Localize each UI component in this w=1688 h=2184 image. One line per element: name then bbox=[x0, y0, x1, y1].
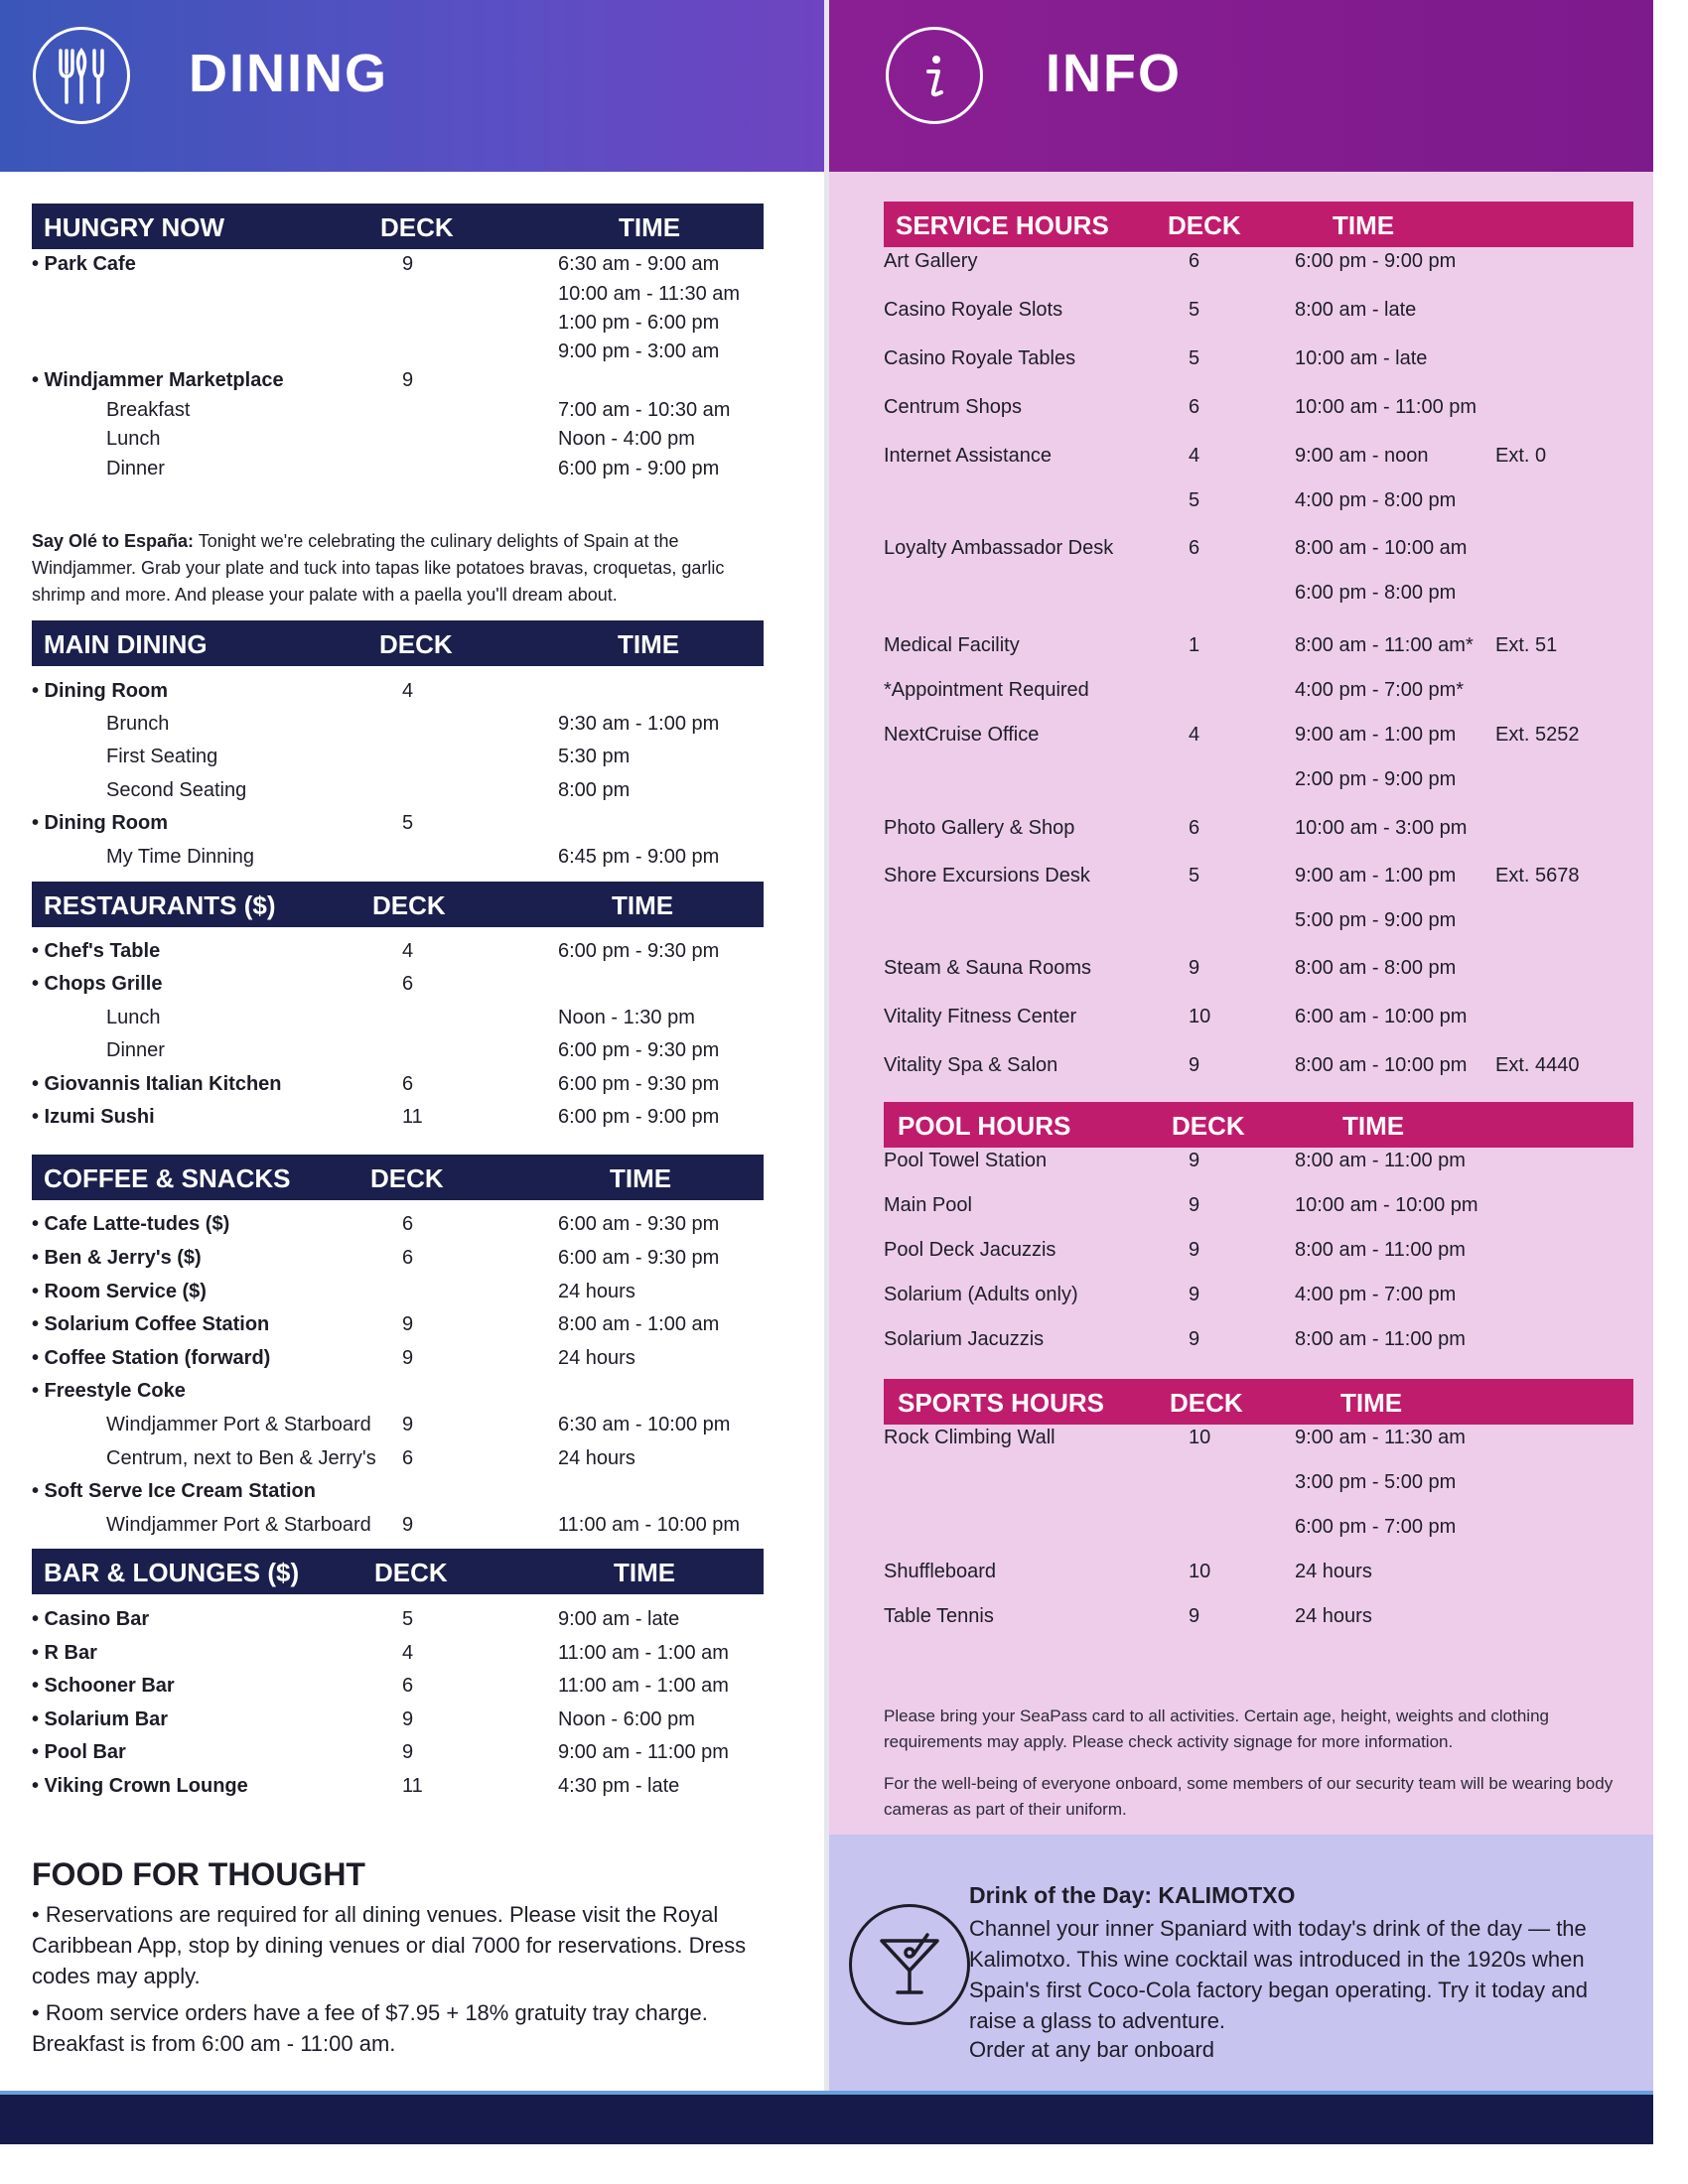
service-time: 8:00 am - 10:00 pm bbox=[1295, 1054, 1468, 1076]
table-row bbox=[884, 250, 1638, 280]
venue-time: 7:00 am - 10:30 am bbox=[558, 399, 731, 421]
main-dining-header: MAIN DINING DECK TIME bbox=[32, 620, 764, 666]
table-row bbox=[884, 1471, 1638, 1501]
table-row bbox=[32, 1039, 776, 1069]
table-row bbox=[32, 1414, 776, 1443]
table-row bbox=[884, 582, 1638, 612]
service-time: 8:00 am - 11:00 pm bbox=[1295, 1150, 1466, 1171]
deck-number: 6 bbox=[1189, 250, 1200, 272]
deck-number: 9 bbox=[402, 1313, 414, 1335]
venue-name: • R Bar bbox=[32, 1642, 97, 1664]
table-row bbox=[32, 1106, 776, 1136]
deck-number: 4 bbox=[402, 680, 414, 702]
venue-time: 6:00 am - 9:30 pm bbox=[558, 1213, 720, 1235]
deck-number: 9 bbox=[1189, 1194, 1200, 1216]
venue-name: • Pool Bar bbox=[32, 1741, 126, 1763]
deck-number: 5 bbox=[1189, 489, 1200, 511]
table-row bbox=[884, 1605, 1638, 1635]
table-row bbox=[32, 1313, 776, 1343]
deck-number: 6 bbox=[402, 973, 414, 995]
table-row bbox=[32, 312, 776, 341]
venue-time: 6:00 pm - 9:00 pm bbox=[558, 458, 720, 479]
venue-name: • Dining Room bbox=[32, 680, 168, 702]
service-time: 6:00 pm - 8:00 pm bbox=[1295, 582, 1457, 604]
service-time: 3:00 pm - 5:00 pm bbox=[1295, 1471, 1457, 1493]
deck-number: 10 bbox=[1189, 1006, 1211, 1027]
venue-time: 4:30 pm - late bbox=[558, 1775, 680, 1797]
venue-name: • Cafe Latte-tudes ($) bbox=[32, 1213, 230, 1235]
service-name: Vitality Fitness Center bbox=[884, 1006, 1077, 1027]
service-name: Casino Royale Tables bbox=[884, 347, 1076, 369]
table-row bbox=[32, 680, 776, 710]
venue-time: 11:00 am - 1:00 am bbox=[558, 1675, 729, 1697]
deck-number: 5 bbox=[402, 812, 414, 834]
venue-time: Noon - 1:30 pm bbox=[558, 1007, 695, 1028]
phone-extension: Ext. 5678 bbox=[1495, 865, 1580, 887]
venue-name: • Chops Grille bbox=[32, 973, 163, 995]
service-time: 10:00 am - 3:00 pm bbox=[1295, 817, 1468, 839]
service-time: 8:00 am - 11:00 pm bbox=[1295, 1239, 1466, 1261]
deck-number: 9 bbox=[402, 1708, 414, 1730]
service-time: 24 hours bbox=[1295, 1605, 1372, 1627]
table-row bbox=[884, 1239, 1638, 1269]
table-row bbox=[32, 1608, 776, 1638]
deck-number: 9 bbox=[1189, 1054, 1200, 1076]
table-row bbox=[884, 1054, 1638, 1084]
table-row bbox=[32, 812, 776, 842]
venue-time: 24 hours bbox=[558, 1447, 635, 1469]
deck-number: 6 bbox=[402, 1213, 414, 1235]
service-name: Vitality Spa & Salon bbox=[884, 1054, 1058, 1076]
table-row bbox=[32, 458, 776, 487]
phone-extension: Ext. 5252 bbox=[1495, 724, 1580, 746]
table-row bbox=[884, 817, 1638, 847]
table-row bbox=[32, 1073, 776, 1103]
venue-time: 6:45 pm - 9:00 pm bbox=[558, 846, 720, 868]
table-row bbox=[32, 399, 776, 429]
deck-number: 5 bbox=[1189, 299, 1200, 321]
service-name: Steam & Sauna Rooms bbox=[884, 957, 1091, 979]
phone-extension: Ext. 0 bbox=[1495, 445, 1547, 467]
venue-time: 6:30 am - 10:00 pm bbox=[558, 1414, 731, 1435]
service-time: 4:00 pm - 7:00 pm* bbox=[1295, 679, 1465, 701]
service-time: 4:00 pm - 8:00 pm bbox=[1295, 489, 1457, 511]
table-row bbox=[884, 396, 1638, 426]
food-for-thought-item: • Room service orders have a fee of $7.95 + 18% gratuity tray charge. Breakfast is from 6:00 am - 11:00 am. bbox=[32, 2000, 708, 2056]
service-name: Rock Climbing Wall bbox=[884, 1427, 1055, 1448]
info-header bbox=[829, 0, 1653, 172]
deck-number: 9 bbox=[1189, 1328, 1200, 1350]
service-hours-header: SERVICE HOURS DECK TIME bbox=[884, 202, 1633, 247]
table-row bbox=[884, 1328, 1638, 1358]
service-time: 8:00 am - 11:00 am* bbox=[1295, 634, 1474, 656]
deck-number: 6 bbox=[402, 1073, 414, 1095]
venue-name: • Solarium Coffee Station bbox=[32, 1313, 270, 1335]
service-name: Table Tennis bbox=[884, 1605, 994, 1627]
service-name: *Appointment Required bbox=[884, 679, 1089, 701]
table-row bbox=[32, 1347, 776, 1377]
venue-name: • Giovannis Italian Kitchen bbox=[32, 1073, 282, 1095]
table-row bbox=[884, 1516, 1638, 1546]
venue-name: Lunch bbox=[106, 428, 161, 450]
venue-name: • Schooner Bar bbox=[32, 1675, 175, 1697]
service-time: 6:00 pm - 7:00 pm bbox=[1295, 1516, 1457, 1538]
table-row bbox=[32, 1480, 776, 1510]
table-row bbox=[884, 489, 1638, 519]
service-name: Shore Excursions Desk bbox=[884, 865, 1090, 887]
service-time: 10:00 am - 11:00 pm bbox=[1295, 396, 1477, 418]
table-row bbox=[884, 634, 1638, 664]
food-for-thought-item: • Reservations are required for all dining venues. Please visit the Royal Caribbean App, stop by dining venues or dial 7000 for reservations. Dress codes may apply. bbox=[32, 1902, 747, 1988]
table-row bbox=[32, 1708, 776, 1738]
venue-name: • Freestyle Coke bbox=[32, 1380, 186, 1402]
service-time: 8:00 am - late bbox=[1295, 299, 1417, 321]
venue-name: Dinner bbox=[106, 458, 165, 479]
service-time: 24 hours bbox=[1295, 1561, 1372, 1582]
table-row bbox=[32, 1380, 776, 1410]
table-row bbox=[32, 713, 776, 743]
table-row bbox=[884, 1150, 1638, 1179]
deck-number: 1 bbox=[1189, 634, 1200, 656]
pool-hours-header: POOL HOURS DECK TIME bbox=[884, 1102, 1633, 1148]
table-row bbox=[32, 1447, 776, 1477]
venue-name: Windjammer Port & Starboard bbox=[106, 1414, 371, 1435]
venue-name: Breakfast bbox=[106, 399, 191, 421]
phone-extension: Ext. 51 bbox=[1495, 634, 1558, 656]
phone-extension: Ext. 4440 bbox=[1495, 1054, 1580, 1076]
table-row bbox=[884, 724, 1638, 753]
table-row bbox=[884, 1427, 1638, 1456]
table-row bbox=[884, 865, 1638, 894]
service-time: 9:00 am - 1:00 pm bbox=[1295, 724, 1457, 746]
table-row bbox=[884, 909, 1638, 939]
venue-time: 8:00 pm bbox=[558, 779, 631, 801]
venue-time: 6:30 am - 9:00 am bbox=[558, 253, 720, 275]
service-time: 8:00 am - 8:00 pm bbox=[1295, 957, 1457, 979]
venue-name: First Seating bbox=[106, 746, 218, 767]
martini-icon bbox=[849, 1904, 970, 2025]
service-name: Casino Royale Slots bbox=[884, 299, 1063, 321]
service-time: 2:00 pm - 9:00 pm bbox=[1295, 768, 1457, 790]
service-name: Photo Gallery & Shop bbox=[884, 817, 1075, 839]
deck-number: 6 bbox=[1189, 396, 1200, 418]
table-row bbox=[884, 299, 1638, 329]
deck-number: 6 bbox=[1189, 537, 1200, 559]
venue-name: Dinner bbox=[106, 1039, 165, 1061]
venue-name: • Park Cafe bbox=[32, 253, 136, 275]
restaurants-header: RESTAURANTS ($) DECK TIME bbox=[32, 882, 764, 927]
service-time: 9:00 am - 1:00 pm bbox=[1295, 865, 1457, 887]
venue-name: Centrum, next to Ben & Jerry's bbox=[106, 1447, 376, 1469]
service-name: Pool Towel Station bbox=[884, 1150, 1048, 1171]
table-row bbox=[32, 779, 776, 809]
venue-time: 11:00 am - 1:00 am bbox=[558, 1642, 729, 1664]
dining-title: DINING bbox=[189, 44, 388, 103]
deck-number: 6 bbox=[402, 1247, 414, 1269]
service-time: 6:00 pm - 9:00 pm bbox=[1295, 250, 1457, 272]
venue-time: Noon - 6:00 pm bbox=[558, 1708, 695, 1730]
drink-title: Drink of the Day: KALIMOTXO bbox=[969, 1882, 1296, 1908]
table-row bbox=[32, 369, 776, 399]
deck-number: 9 bbox=[1189, 957, 1200, 979]
deck-number: 4 bbox=[402, 1642, 414, 1664]
table-row bbox=[32, 253, 776, 283]
deck-number: 6 bbox=[402, 1447, 414, 1469]
venue-name: • Izumi Sushi bbox=[32, 1106, 155, 1128]
venue-time: 9:00 pm - 3:00 am bbox=[558, 341, 720, 362]
venue-time: 9:00 am - 11:00 pm bbox=[558, 1741, 729, 1763]
dining-header bbox=[0, 0, 824, 172]
venue-time: 24 hours bbox=[558, 1347, 635, 1369]
deck-number: 9 bbox=[1189, 1239, 1200, 1261]
service-time: 4:00 pm - 7:00 pm bbox=[1295, 1284, 1457, 1305]
venue-time: 6:00 pm - 9:30 pm bbox=[558, 940, 720, 962]
deck-number: 11 bbox=[402, 1775, 423, 1797]
service-name: Centrum Shops bbox=[884, 396, 1022, 418]
venue-name: • Room Service ($) bbox=[32, 1281, 207, 1302]
bar-lounges-header: BAR & LOUNGES ($) DECK TIME bbox=[32, 1549, 764, 1594]
service-name: Solarium Jacuzzis bbox=[884, 1328, 1045, 1350]
service-name: Internet Assistance bbox=[884, 445, 1052, 467]
venue-name: • Solarium Bar bbox=[32, 1708, 169, 1730]
table-row bbox=[884, 768, 1638, 798]
deck-number: 6 bbox=[1189, 817, 1200, 839]
venue-time: 1:00 pm - 6:00 pm bbox=[558, 312, 720, 334]
table-row bbox=[32, 746, 776, 775]
venue-time: 8:00 am - 1:00 am bbox=[558, 1313, 720, 1335]
venue-name: My Time Dinning bbox=[106, 846, 254, 868]
deck-number: 9 bbox=[1189, 1605, 1200, 1627]
table-row bbox=[32, 1675, 776, 1705]
info-title: INFO bbox=[1046, 44, 1182, 103]
table-row bbox=[884, 679, 1638, 709]
service-name: Loyalty Ambassador Desk bbox=[884, 537, 1114, 559]
table-row bbox=[32, 1247, 776, 1277]
deck-number: 9 bbox=[402, 1514, 414, 1536]
deck-number: 5 bbox=[1189, 865, 1200, 887]
deck-number: 10 bbox=[1189, 1427, 1211, 1448]
table-row bbox=[884, 445, 1638, 475]
table-row bbox=[32, 1775, 776, 1805]
deck-number: 4 bbox=[1189, 724, 1200, 746]
table-row bbox=[32, 341, 776, 370]
table-row bbox=[884, 347, 1638, 377]
table-row bbox=[32, 1213, 776, 1243]
deck-number: 5 bbox=[1189, 347, 1200, 369]
venue-time: 5:30 pm bbox=[558, 746, 631, 767]
service-name: Solarium (Adults only) bbox=[884, 1284, 1078, 1305]
deck-number: 9 bbox=[1189, 1150, 1200, 1171]
service-time: 8:00 am - 11:00 pm bbox=[1295, 1328, 1466, 1350]
venue-time: 9:00 am - late bbox=[558, 1608, 680, 1630]
service-name: Medical Facility bbox=[884, 634, 1020, 656]
service-name: NextCruise Office bbox=[884, 724, 1040, 746]
table-row bbox=[32, 846, 776, 876]
venue-time: 24 hours bbox=[558, 1281, 635, 1302]
venue-name: • Coffee Station (forward) bbox=[32, 1347, 271, 1369]
deck-number: 4 bbox=[402, 940, 414, 962]
venue-name: Second Seating bbox=[106, 779, 247, 801]
hungry-now-header: HUNGRY NOW DECK TIME bbox=[32, 204, 764, 249]
deck-number: 6 bbox=[402, 1675, 414, 1697]
table-row bbox=[884, 1561, 1638, 1590]
service-name: Pool Deck Jacuzzis bbox=[884, 1239, 1056, 1261]
venue-time: 6:00 pm - 9:30 pm bbox=[558, 1073, 720, 1095]
venue-time: 9:30 am - 1:00 pm bbox=[558, 713, 720, 735]
drink-order-note: Order at any bar onboard bbox=[969, 2037, 1215, 2062]
venue-time: 6:00 pm - 9:30 pm bbox=[558, 1039, 720, 1061]
deck-number: 9 bbox=[402, 1741, 414, 1763]
table-row bbox=[884, 1006, 1638, 1035]
table-row bbox=[884, 1284, 1638, 1313]
deck-number: 9 bbox=[402, 1347, 414, 1369]
table-row bbox=[32, 940, 776, 970]
venue-name: • Dining Room bbox=[32, 812, 168, 834]
security-note: For the well-being of everyone onboard, some members of our security team will be wearing body cameras as part of their uniform. bbox=[884, 1774, 1614, 1819]
venue-name: Windjammer Port & Starboard bbox=[106, 1514, 371, 1536]
service-time: 6:00 am - 10:00 pm bbox=[1295, 1006, 1468, 1027]
venue-name: • Viking Crown Lounge bbox=[32, 1775, 248, 1797]
venue-time: 6:00 pm - 9:00 pm bbox=[558, 1106, 720, 1128]
espana-promo: Say Olé to España: Tonight we're celebrating the culinary delights of Spain at the Windjammer. Grab your plate and tuck into tapas like potatoes bravas, croquetas, garlic shrimp and more. And please your palate with a paella you'll dream about. bbox=[32, 531, 725, 605]
service-name: Main Pool bbox=[884, 1194, 972, 1216]
deck-number: 9 bbox=[402, 369, 414, 391]
deck-number: 11 bbox=[402, 1106, 423, 1128]
coffee-snacks-header: COFFEE & SNACKS DECK TIME bbox=[32, 1155, 764, 1200]
table-row bbox=[884, 1194, 1638, 1224]
footer-bar bbox=[0, 2095, 1653, 2144]
service-time: 8:00 am - 10:00 am bbox=[1295, 537, 1468, 559]
deck-number: 9 bbox=[1189, 1284, 1200, 1305]
table-row bbox=[32, 1642, 776, 1672]
venue-name: • Chef's Table bbox=[32, 940, 161, 962]
food-for-thought-title: FOOD FOR THOUGHT bbox=[32, 1856, 365, 1892]
service-time: 10:00 am - 10:00 pm bbox=[1295, 1194, 1478, 1216]
deck-number: 10 bbox=[1189, 1561, 1211, 1582]
table-row bbox=[32, 428, 776, 458]
deck-number: 9 bbox=[402, 253, 414, 275]
venue-name: • Ben & Jerry's ($) bbox=[32, 1247, 202, 1269]
table-row bbox=[884, 537, 1638, 567]
table-row bbox=[32, 1281, 776, 1310]
venue-name: • Soft Serve Ice Cream Station bbox=[32, 1480, 316, 1502]
venue-name: Brunch bbox=[106, 713, 170, 735]
service-time: 5:00 pm - 9:00 pm bbox=[1295, 909, 1457, 931]
deck-number: 5 bbox=[402, 1608, 414, 1630]
seapass-note: Please bring your SeaPass card to all activities. Certain age, height, weights and clothing requirements may apply. Please check activity signage for more information. bbox=[884, 1706, 1549, 1751]
table-row bbox=[32, 1741, 776, 1771]
utensils-icon bbox=[33, 27, 130, 124]
service-time: 9:00 am - noon bbox=[1295, 445, 1429, 467]
venue-time: Noon - 4:00 pm bbox=[558, 428, 695, 450]
deck-number: 4 bbox=[1189, 445, 1200, 467]
service-time: 9:00 am - 11:30 am bbox=[1295, 1427, 1466, 1448]
service-name: Art Gallery bbox=[884, 250, 978, 272]
info-icon bbox=[886, 27, 983, 124]
drink-description: Channel your inner Spaniard with today's drink of the day — the Kalimotxo. This wine cocktail was introduced in the 1920s when Spain's first Coco-Cola factory began operating. Try it today and raise a glass to adventure. bbox=[969, 1916, 1588, 2033]
sports-hours-header: SPORTS HOURS DECK TIME bbox=[884, 1379, 1633, 1425]
table-row bbox=[32, 1007, 776, 1036]
table-row bbox=[884, 957, 1638, 987]
table-row bbox=[32, 1514, 776, 1544]
table-row bbox=[32, 283, 776, 313]
venue-name: • Windjammer Marketplace bbox=[32, 369, 284, 391]
table-row bbox=[32, 973, 776, 1003]
service-name: Shuffleboard bbox=[884, 1561, 997, 1582]
venue-time: 10:00 am - 11:30 am bbox=[558, 283, 741, 305]
venue-name: • Casino Bar bbox=[32, 1608, 150, 1630]
venue-time: 11:00 am - 10:00 pm bbox=[558, 1514, 741, 1536]
deck-number: 9 bbox=[402, 1414, 414, 1435]
service-time: 10:00 am - late bbox=[1295, 347, 1428, 369]
venue-name: Lunch bbox=[106, 1007, 161, 1028]
venue-time: 6:00 am - 9:30 pm bbox=[558, 1247, 720, 1269]
